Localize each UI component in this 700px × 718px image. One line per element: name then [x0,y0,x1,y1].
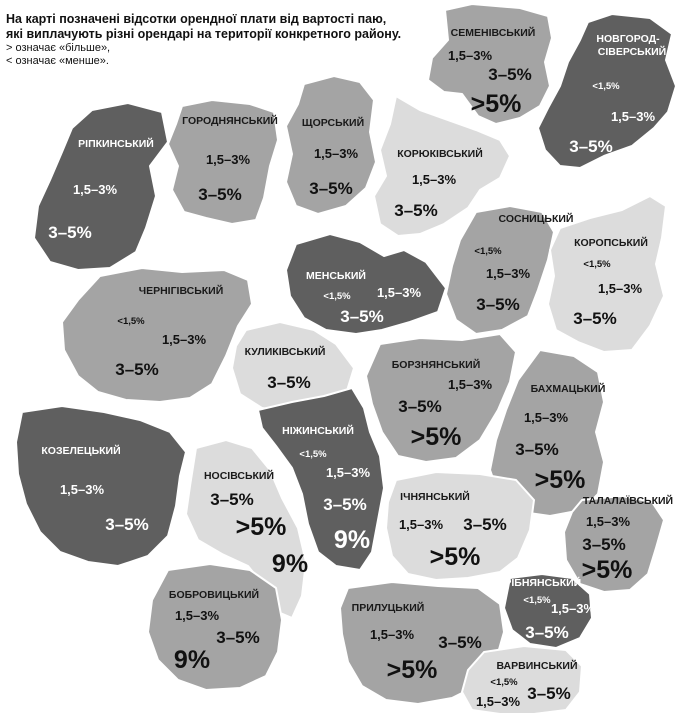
region-name: ПРИЛУЦЬКИЙ [351,602,425,614]
value-label: 9% [271,550,309,578]
region-name: ВАРВИНСЬКИЙ [496,660,578,672]
value-label: 3–5% [340,307,384,326]
value-label: 1,5–3% [411,172,457,187]
region-name: ГОРОДНЯНСЬКИЙ [182,115,278,127]
value-label: <1,5% [474,246,502,257]
value-label: <1,5% [523,595,551,606]
value-label: 3–5% [394,201,438,220]
region-shchorskyi [286,76,376,214]
value-label: 3–5% [582,535,626,554]
value-label: 1,5–3% [610,109,656,124]
value-label: 3–5% [115,360,159,379]
value-label: 3–5% [488,65,532,84]
region-name: СІВЕРСЬКИЙ [597,46,667,58]
value-label: 1,5–3% [523,410,569,425]
value-label: 1,5–3% [447,48,493,63]
value-label: <1,5% [299,449,327,460]
value-label: 3–5% [48,223,92,242]
value-label: 1,5–3% [59,482,105,497]
region-chernihivskyi [62,268,252,402]
legend-less: < означає «менше». [6,55,109,67]
region-name: СОСНИЦЬКИЙ [498,213,574,225]
value-label: 3–5% [323,495,367,514]
value-label: 1,5–3% [550,601,596,616]
region-ripkynskyi [34,103,168,270]
region-name: СЕМЕНІВСЬКИЙ [450,27,536,39]
region-ichnianskyi [386,472,534,580]
region-name: НОСІВСЬКИЙ [203,470,275,482]
value-label: 1,5–3% [325,465,371,480]
value-label: <1,5% [592,81,620,92]
region-novhorod-siverskyi [538,14,676,168]
value-label: 3–5% [573,309,617,328]
value-label: 1,5–3% [475,694,521,709]
value-label: 1,5–3% [369,627,415,642]
value-label: 1,5–3% [313,146,359,161]
value-label: 9% [333,526,371,554]
value-label: 1,5–3% [597,281,643,296]
value-label: 3–5% [267,373,311,392]
region-name: ЩОРСЬКИЙ [301,117,365,129]
value-label: 3–5% [569,137,613,156]
value-label: 1,5–3% [585,514,631,529]
value-label: >5% [470,90,522,118]
intro-line: На карті позначені відсотки орендної плати від вартості паю, [6,12,387,26]
value-label: 9% [173,646,211,674]
value-label: >5% [429,543,481,571]
region-name: КОРЮКІВСЬКИЙ [397,148,483,160]
region-horodnianskyi [168,100,278,224]
value-label: >5% [534,466,586,494]
region-name: БОБРОВИЦЬКИЙ [168,589,260,601]
region-sribnianskyi [497,574,596,648]
value-label: >5% [386,656,438,684]
region-name: РІПКИНСЬКИЙ [78,138,154,150]
region-name: МЕНСЬКИЙ [306,270,366,282]
region-menskyi [286,234,446,334]
value-label: >5% [410,423,462,451]
value-label: <1,5% [583,259,611,270]
region-borznianskyi [366,334,516,462]
region-name: НІЖИНСЬКИЙ [282,425,354,437]
value-label: 3–5% [210,490,254,509]
value-label: 3–5% [309,179,353,198]
region-name: ТАЛАЛАЇВСЬКИЙ [582,495,674,507]
value-label: 1,5–3% [72,182,118,197]
region-name: БАХМАЦЬКИЙ [530,383,606,395]
region-name: КОРОПСЬКИЙ [574,237,648,249]
value-label: <1,5% [117,316,145,327]
region-name: ІЧНЯНСЬКИЙ [400,491,470,503]
value-label: >5% [581,556,633,584]
value-label: 3–5% [476,295,520,314]
value-label: 1,5–3% [447,377,493,392]
region-shape-bobrovytskyi [148,564,282,690]
value-label: 3–5% [463,515,507,534]
value-label: 1,5–3% [174,608,220,623]
value-label: 3–5% [105,515,149,534]
intro-line: які виплачують різні орендарі на території конкретного району. [6,27,402,41]
value-label: 1,5–3% [485,266,531,281]
value-label: 3–5% [515,440,559,459]
region-name: СРІБНЯНСЬКИЙ [496,577,582,589]
legend-greater: > означає «більше», [6,42,111,54]
region-bobrovytskyi [148,564,282,690]
value-label: 3–5% [438,633,482,652]
value-label: 1,5–3% [398,517,444,532]
intro-text [6,12,426,68]
region-name: НОВГОРОД- [596,33,660,45]
region-name: КУЛИКІВСЬКИЙ [244,346,326,358]
value-label: >5% [235,513,287,541]
value-label: 1,5–3% [161,332,207,347]
value-label: 1,5–3% [376,285,422,300]
value-label: 3–5% [527,684,571,703]
region-name: КОЗЕЛЕЦЬКИЙ [41,445,121,457]
region-name: БОРЗНЯНСЬКИЙ [391,359,481,371]
value-label: 1,5–3% [205,152,251,167]
value-label: <1,5% [323,291,351,302]
region-varvynskyi [462,646,582,714]
value-label: 3–5% [216,628,260,647]
value-label: <1,5% [490,677,518,688]
region-semenivskyi [428,4,552,124]
region-kozeletskyi [16,406,186,566]
region-name: ЧЕРНІГІВСЬКИЙ [138,285,224,297]
value-label: 3–5% [525,623,569,642]
value-label: 3–5% [198,185,242,204]
value-label: 3–5% [398,397,442,416]
